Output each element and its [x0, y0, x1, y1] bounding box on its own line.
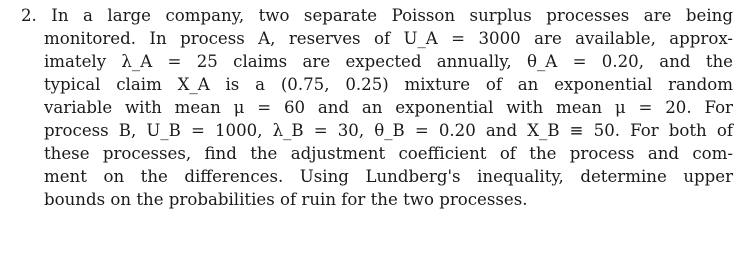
problem-line-9: bounds on the probabilities of ruin for the two processes. [44, 190, 528, 209]
problem-line-5: variable with mean μ = 60 and an exponential with mean μ = 20. For [44, 98, 733, 117]
problem-line-6: process B, U_B = 1000, λ_B = 30, θ_B = 0.20 and X_B ≡ 50. For both of [44, 121, 733, 140]
problem-line-4: typical claim X_A is a (0.75, 0.25) mixture of an exponential random [44, 75, 733, 94]
problem-line-2: monitored. In process A, reserves of U_A = 3000 are available, approx- [44, 29, 733, 48]
problem-line-8: ment on the differences. Using Lundberg's inequality, determine upper [44, 167, 733, 186]
problem-line-1: 2. In a large company, two separate Poisson surplus processes are being [21, 6, 733, 25]
problem-line-3: imately λ_A = 25 claims are expected annually, θ_A = 0.20, and the [44, 52, 733, 71]
problem-line-7: these processes, find the adjustment coefficient of the process and com- [44, 144, 733, 163]
